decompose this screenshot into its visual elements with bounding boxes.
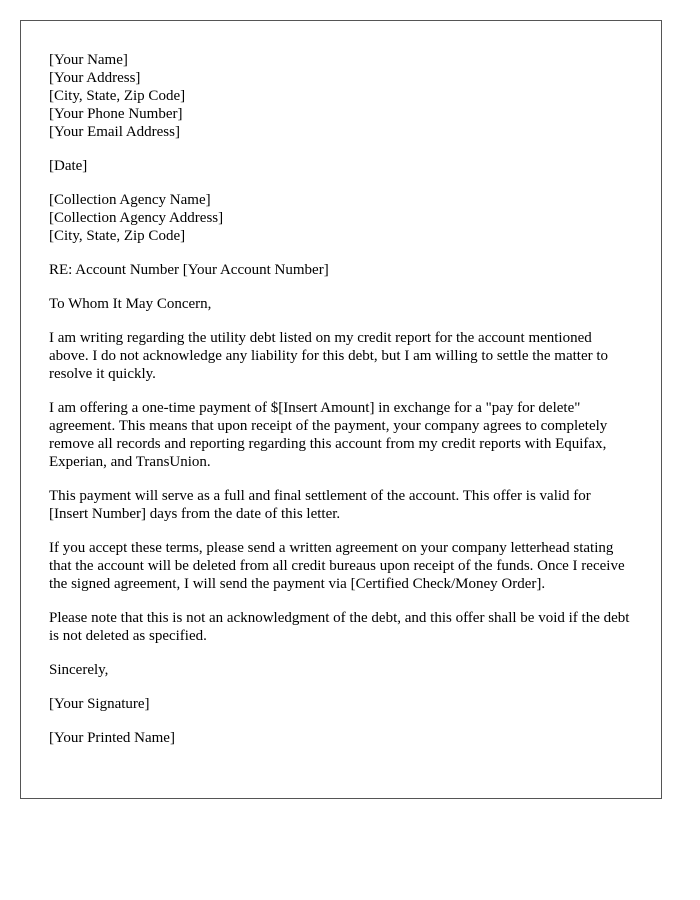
body-paragraph: I am writing regarding the utility debt listed on my credit report for the account mentioned above. I do not acknowledge any liability for this debt, but I am willing to settle the matter to resolve it quickly. [49, 330, 609, 382]
sender-block [49, 51, 633, 141]
letter-date: [Date] [49, 158, 88, 174]
recipient-name: [Collection Agency Name] [49, 192, 211, 208]
body-paragraph: I am offering a one-time payment of $[Insert Amount] in exchange for a "pay for delete" agreement. This means that upon receipt of the payment, your company agrees to completely remove all records and reporting regarding this account from my credit reports with Equifax, Experian, and TransUnion. [49, 400, 608, 470]
sender-email: [Your Email Address] [49, 124, 180, 140]
subject-line: RE: Account Number [Your Account Number] [49, 262, 329, 278]
sender-address: [Your Address] [49, 70, 141, 86]
recipient-block [49, 191, 633, 245]
closing: Sincerely, [49, 662, 109, 678]
salutation: To Whom It May Concern, [49, 296, 212, 312]
recipient-address: [Collection Agency Address] [49, 210, 224, 226]
sender-city-state-zip: [City, State, Zip Code] [49, 88, 186, 104]
body-paragraph: If you accept these terms, please send a written agreement on your company letterhead stating that the account will be deleted from all credit bureaus upon receipt of the funds. Once I receive the signed agreement, I will send the payment via [Certified Check/Money Order]. [49, 540, 625, 592]
body-paragraph: This payment will serve as a full and final settlement of the account. This offer is valid for [Insert Number] days from the date of this letter. [49, 488, 591, 522]
letter-page [20, 20, 662, 799]
signature-placeholder: [Your Signature] [49, 696, 150, 712]
sender-phone: [Your Phone Number] [49, 106, 183, 122]
body-paragraph: Please note that this is not an acknowledgment of the debt, and this offer shall be void if the debt is not deleted as specified. [49, 610, 630, 644]
recipient-city-state-zip: [City, State, Zip Code] [49, 228, 186, 244]
sender-name: [Your Name] [49, 52, 128, 68]
printed-name: [Your Printed Name] [49, 730, 175, 746]
